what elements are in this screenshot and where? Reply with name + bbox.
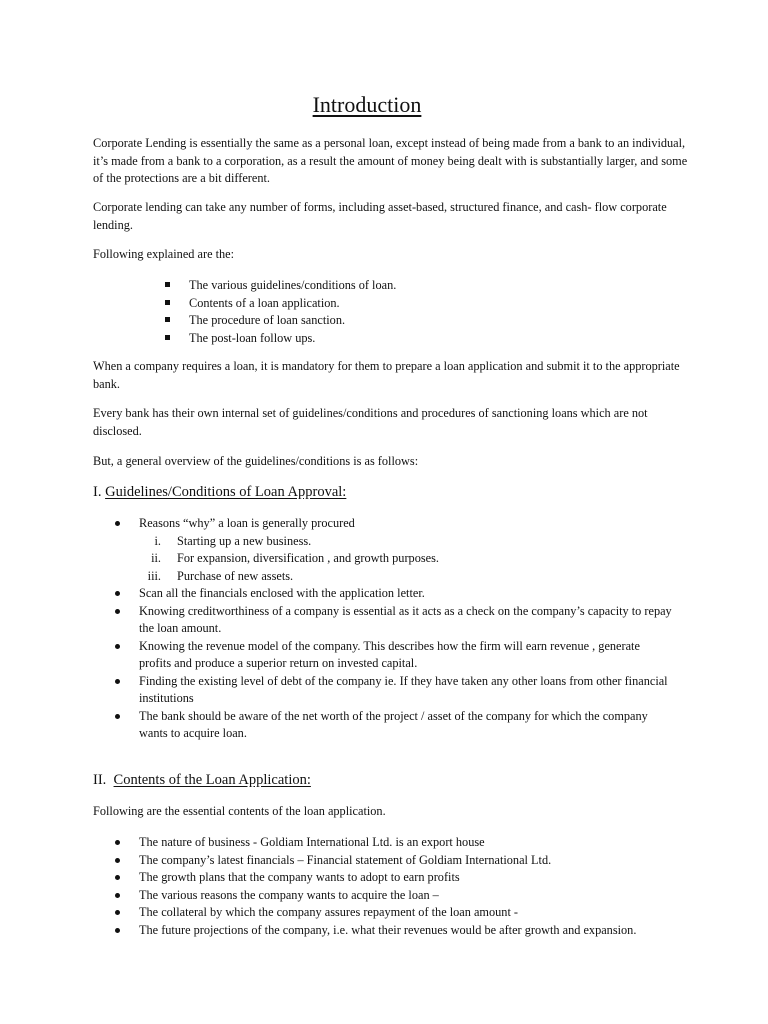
list-item: The company’s latest financials – Financial statement of Goldiam International Ltd. bbox=[113, 852, 673, 870]
list-item bbox=[139, 533, 673, 551]
list-item: The various guidelines/conditions of loan. bbox=[163, 277, 396, 295]
application-contents-list bbox=[113, 834, 673, 939]
list-item: The procedure of loan sanction. bbox=[163, 312, 396, 330]
section-2-heading bbox=[93, 772, 311, 789]
section-2-intro: Following are the essential contents of the loan application. bbox=[93, 804, 386, 818]
list-item: Knowing the revenue model of the company. This describes how the firm will earn revenue , generate profits and produce a superior return on invested capital. bbox=[113, 638, 673, 673]
list-item-text: Reasons “why” a loan is generally procured bbox=[139, 516, 355, 530]
list-item: Knowing creditworthiness of a company is essential as it acts as a check on the company’s capacity to repay the loan amount. bbox=[113, 603, 673, 638]
list-item bbox=[139, 550, 673, 568]
list-item bbox=[139, 568, 673, 586]
intro-paragraph-3: Following explained are the: bbox=[93, 247, 235, 261]
roman-numeral: ii. bbox=[151, 551, 161, 565]
intro-paragraph-1: Corporate Lending is essentially the same as a personal loan, except instead of being made from a bank to an individual, it’s made from a bank to a corporation, as a result the amount of money being dealt with is substantially larger, and some of the protections are a bit different. bbox=[93, 136, 688, 185]
topics-list bbox=[163, 277, 396, 347]
list-item: Contents of a loan application. bbox=[163, 295, 396, 313]
list-item-text: Purchase of new assets. bbox=[177, 568, 294, 583]
list-item: The bank should be aware of the net worth of the project / asset of the company for which the company wants to acquire loan. bbox=[113, 708, 673, 743]
intro-paragraph-5: Every bank has their own internal set of guidelines/conditions and procedures of sanctioning loans which are not disclosed. bbox=[93, 406, 648, 438]
section-2-title: Contents of the Loan Application: bbox=[113, 772, 311, 788]
page-title: Introduction bbox=[312, 92, 422, 117]
list-item: The nature of business - Goldiam International Ltd. is an export house bbox=[113, 834, 673, 852]
intro-paragraph-6: But, a general overview of the guidelines/conditions is as follows: bbox=[93, 454, 419, 468]
list-item: Scan all the financials enclosed with the application letter. bbox=[113, 585, 673, 603]
roman-numeral: iii. bbox=[147, 568, 161, 583]
section-1-number: I. bbox=[93, 484, 102, 500]
list-item-text: Starting up a new business. bbox=[177, 533, 312, 548]
section-1-title: Guidelines/Conditions of Loan Approval: bbox=[105, 484, 347, 500]
list-item: The collateral by which the company assures repayment of the loan amount - bbox=[113, 904, 673, 922]
section-2-number: II. bbox=[93, 772, 107, 788]
list-item: Finding the existing level of debt of the company ie. If they have taken any other loans from other financial institutions bbox=[113, 673, 673, 708]
list-item: The various reasons the company wants to acquire the loan – bbox=[113, 887, 673, 905]
list-item: The post-loan follow ups. bbox=[163, 330, 396, 348]
roman-numeral: i. bbox=[154, 533, 161, 548]
section-1-heading bbox=[93, 484, 346, 501]
list-item: The growth plans that the company wants to adopt to earn profits bbox=[113, 869, 673, 887]
list-item bbox=[113, 515, 673, 585]
intro-paragraph-4: When a company requires a loan, it is mandatory for them to prepare a loan application and submit it to the appropriate bank. bbox=[93, 359, 680, 391]
list-item: The future projections of the company, i.e. what their revenues would be after growth and expansion. bbox=[113, 922, 673, 940]
reasons-list bbox=[139, 533, 673, 586]
intro-paragraph-2: Corporate lending can take any number of forms, including asset-based, structured finance, and cash- flow corporate lending. bbox=[93, 200, 667, 232]
guidelines-list bbox=[113, 515, 673, 743]
list-item-text: For expansion, diversification , and growth purposes. bbox=[177, 551, 439, 565]
